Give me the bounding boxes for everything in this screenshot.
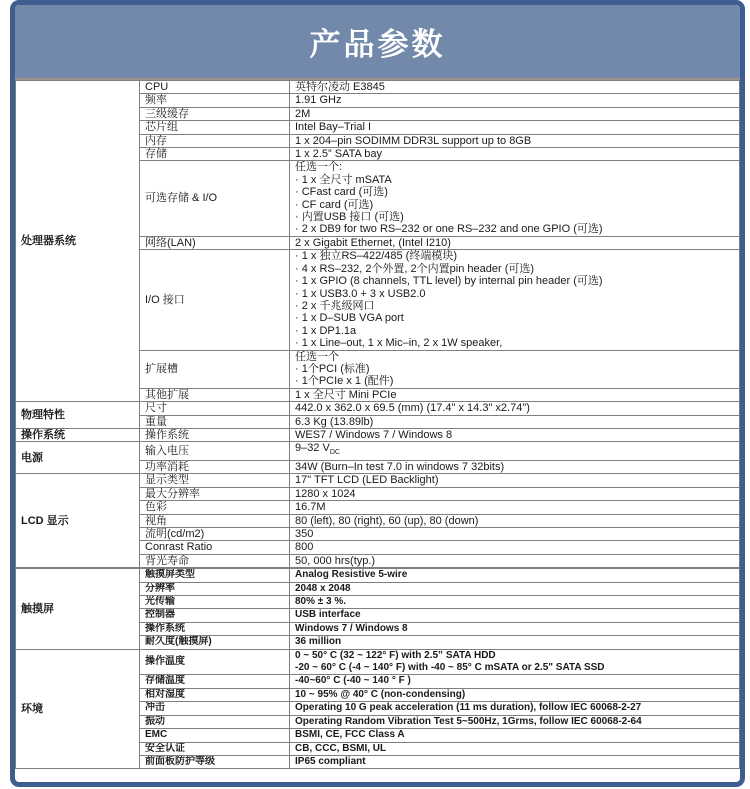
spec-value (290, 675, 740, 688)
spec-label: 存储 (140, 148, 290, 161)
spec-label: 视角 (140, 514, 290, 527)
spec-value-line: 1280 x 1024 (295, 487, 356, 500)
spec-label: 芯片组 (140, 121, 290, 134)
spec-value-line: 1 x 2.5” SATA bay (295, 148, 383, 161)
spec-label: 输入电压 (140, 442, 290, 461)
spec-value (290, 350, 740, 388)
category-cell: 触摸屏 (16, 568, 140, 649)
spec-label: 控制器 (140, 609, 290, 622)
spec-value (290, 134, 740, 147)
spec-value (290, 528, 740, 541)
spec-value (290, 81, 740, 94)
spec-sheet-frame (10, 0, 745, 787)
spec-value-line: CB, CCC, BSMI, UL (295, 742, 387, 754)
spec-value-line: IP65 compliant (295, 755, 366, 767)
spec-value-line: · 1 x Line–out, 1 x Mic–in, 2 x 1W speaker, (295, 337, 503, 350)
spec-value-line: 6.3 Kg (13.89lb) (295, 415, 374, 428)
spec-value (290, 501, 740, 514)
spec-value-line: WES7 / Windows 7 / Windows 8 (295, 428, 453, 441)
category-cell: LCD 显示 (16, 474, 140, 568)
spec-value-line: 10 ~ 95% @ 40° C (non-condensing) (295, 688, 466, 700)
spec-value-line: · 1 x GPIO (8 channels, TTL level) by internal pin header (可选) (295, 275, 603, 288)
spec-value-line: 80 (left), 80 (right), 60 (up), 80 (down) (295, 514, 479, 527)
spec-value-line: 1.91 GHz (295, 94, 342, 107)
spec-value-line: 1 x 全尺寸 Mini PCIe (295, 388, 397, 401)
spec-value-line: · 1 x USB3.0 + 3 x USB2.0 (295, 287, 426, 300)
spec-label: 操作系统 (140, 428, 290, 441)
spec-value-line: 350 (295, 528, 314, 540)
spec-value (290, 636, 740, 649)
spec-value-line: 800 (295, 541, 314, 554)
spec-value-line: · 1 x D–SUB VGA port (295, 312, 404, 325)
page-title: 产品参数 (309, 27, 446, 62)
spec-label: EMC (140, 729, 290, 742)
spec-value (290, 460, 740, 473)
spec-label: 触摸屏类型 (140, 568, 290, 582)
spec-label: 背光寿命 (140, 554, 290, 568)
spec-label: 光传输 (140, 596, 290, 609)
spec-label: 网络(LAN) (140, 236, 290, 249)
spec-value-line: 34W (Burn–In test 7.0 in windows 7 32bits) (295, 460, 505, 473)
spec-value (290, 582, 740, 595)
spec-value-line: 16.7M (295, 501, 326, 514)
spec-value (290, 596, 740, 609)
spec-value (290, 622, 740, 635)
spec-label: 分辨率 (140, 582, 290, 595)
spec-value (290, 94, 740, 107)
spec-label: 前面板防护等级 (140, 755, 290, 768)
spec-label: 操作温度 (140, 649, 290, 675)
spec-label: CPU (140, 81, 290, 94)
spec-value-line: · 1 x 独立RS–422/485 (终端模块) (295, 250, 457, 263)
spec-label: 三级缓存 (140, 107, 290, 120)
spec-value-line: 1 x 204–pin SODIMM DDR3L support up to 8GB (295, 134, 532, 147)
spec-value-line: 英特尔凌动 E3845 (295, 81, 385, 93)
spec-label: 尺寸 (140, 402, 290, 415)
spec-value (290, 649, 740, 675)
spec-value-line: · 4 x RS–232, 2个外置, 2个内置pin header (可选) (295, 262, 535, 275)
spec-value-line: 2048 x 2048 (295, 582, 351, 594)
spec-value (290, 107, 740, 120)
spec-content (15, 80, 740, 769)
category-cell: 电源 (16, 442, 140, 474)
spec-table (15, 80, 740, 769)
spec-value-line: · 内置USB 接口 (可选) (295, 211, 404, 224)
spec-label: 冲击 (140, 702, 290, 715)
spec-row (16, 649, 740, 675)
spec-value (290, 729, 740, 742)
spec-value-line: USB interface (295, 609, 361, 621)
spec-value-line: · CFast card (可选) (295, 186, 388, 199)
spec-value (290, 702, 740, 715)
spec-value (290, 250, 740, 350)
spec-value-line: -40~60° C (-40 ~ 140 ° F ) (295, 675, 411, 687)
spec-value-line: -20 ~ 60° C (-4 ~ 140° F) with -40 ~ 85° C mSATA or 2.5" SATA SSD (295, 662, 605, 674)
spec-label: 扩展槽 (140, 350, 290, 388)
spec-value (290, 474, 740, 487)
spec-value (290, 402, 740, 415)
spec-value (290, 428, 740, 441)
page-header (15, 5, 740, 80)
spec-label: 最大分辨率 (140, 487, 290, 500)
spec-value-line: · 2 x DB9 for two RS–232 or one RS–232 and one GPIO (可选) (295, 223, 603, 236)
spec-value-line: 442.0 x 362.0 x 69.5 (mm) (17.4" x 14.3" x2.74") (295, 402, 530, 415)
spec-label: 色彩 (140, 501, 290, 514)
spec-value (290, 236, 740, 249)
spec-value-line: · CF card (可选) (295, 198, 374, 211)
spec-value-line: 50, 000 hrs(typ.) (295, 554, 376, 567)
spec-value (290, 554, 740, 568)
spec-value-line: 2 x Gigabit Ethernet, (Intel I210) (295, 236, 451, 249)
spec-label: 内存 (140, 134, 290, 147)
spec-value (290, 715, 740, 728)
spec-value (290, 442, 740, 461)
spec-value-line: Operating Random Vibration Test 5~500Hz, 1Grms, follow IEC 60068-2-64 (295, 715, 642, 727)
spec-label: 频率 (140, 94, 290, 107)
spec-value-line: BSMI, CE, FCC Class A (295, 729, 405, 741)
spec-value-line: Operating 10 G peak acceleration (11 ms duration), follow IEC 60068-2-27 (295, 702, 642, 714)
category-cell: 处理器系统 (16, 81, 140, 402)
spec-label: 可选存储 & I/O (140, 161, 290, 236)
spec-value-line: · 2 x 千兆级网口 (295, 299, 375, 312)
spec-row (16, 428, 740, 441)
category-cell: 操作系统 (16, 428, 140, 441)
spec-label: I/O 接口 (140, 250, 290, 350)
spec-row (16, 402, 740, 415)
spec-row (16, 474, 740, 487)
spec-value-line: · 1个PCI (标准) (295, 362, 370, 375)
spec-value-line: 2M (295, 107, 311, 120)
spec-value (290, 609, 740, 622)
spec-value-line: 任选一个: (295, 161, 343, 174)
spec-value (290, 148, 740, 161)
spec-value (290, 541, 740, 554)
spec-value-text: 9–32 V (295, 442, 330, 455)
spec-value-line: 0 ~ 50° C (32 ~ 122° F) with 2.5” SATA HDD (295, 649, 496, 661)
spec-label: 相对湿度 (140, 688, 290, 701)
spec-value-line: · 1 x DP1.1a (295, 324, 357, 337)
spec-value-line: 80% ± 3 %. (295, 596, 347, 608)
spec-value-line: 17" TFT LCD (LED Backlight) (295, 474, 439, 487)
spec-label: 存储温度 (140, 675, 290, 688)
spec-value (290, 487, 740, 500)
spec-value (290, 568, 740, 582)
spec-label: Conrast Ratio (140, 541, 290, 554)
spec-value-line: Analog Resistive 5-wire (295, 569, 408, 581)
spec-value (290, 514, 740, 527)
spec-value-line: 36 million (295, 636, 342, 648)
spec-label: 振动 (140, 715, 290, 728)
spec-row (16, 568, 740, 582)
spec-value-line: 任选一个 (295, 350, 339, 363)
spec-label: 操作系统 (140, 622, 290, 635)
spec-value (290, 388, 740, 401)
spec-value-line: · 1 x 全尺寸 mSATA (295, 173, 392, 186)
spec-value-line: · 1个PCIe x 1 (配件) (295, 375, 394, 388)
spec-label: 安全认证 (140, 742, 290, 755)
spec-value (290, 688, 740, 701)
spec-row (16, 442, 740, 461)
spec-value-subscript: DC (329, 449, 340, 457)
spec-label: 流明(cd/m2) (140, 528, 290, 541)
category-cell: 环境 (16, 649, 140, 769)
spec-label: 功率消耗 (140, 460, 290, 473)
spec-label: 重量 (140, 415, 290, 428)
spec-label: 耐久度(触摸屏) (140, 636, 290, 649)
spec-value-line: Windows 7 / Windows 8 (295, 622, 408, 634)
spec-value (290, 161, 740, 236)
spec-label: 显示类型 (140, 474, 290, 487)
spec-value-line: Intel Bay–Trial I (295, 121, 372, 134)
spec-row (16, 81, 740, 94)
spec-value (290, 755, 740, 768)
spec-value (290, 121, 740, 134)
spec-value (290, 742, 740, 755)
category-cell: 物理特性 (16, 402, 140, 429)
spec-value-line (295, 442, 735, 460)
spec-table-body (16, 81, 740, 769)
spec-label: 其他扩展 (140, 388, 290, 401)
spec-value (290, 415, 740, 428)
